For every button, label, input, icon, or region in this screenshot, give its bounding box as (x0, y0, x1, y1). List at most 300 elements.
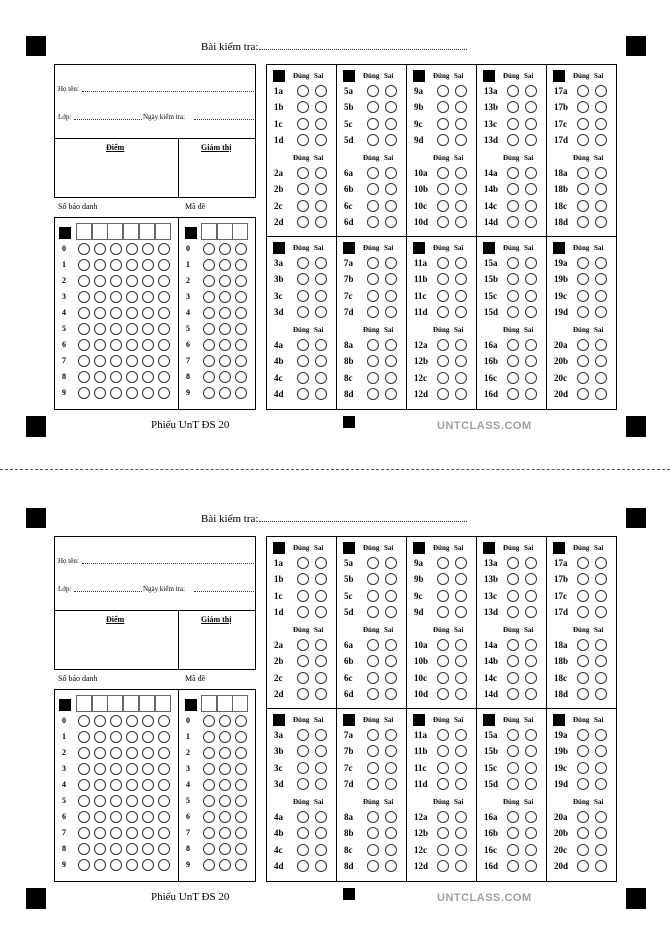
exam-code-bubble[interactable] (235, 763, 247, 775)
candidate-number-bubble[interactable] (110, 843, 122, 855)
exam-code-bubble[interactable] (235, 811, 247, 823)
false-bubble[interactable] (455, 306, 467, 318)
exam-code-bubble[interactable] (219, 715, 231, 727)
true-bubble[interactable] (577, 339, 589, 351)
false-bubble[interactable] (315, 290, 327, 302)
candidate-number-bubble[interactable] (158, 259, 170, 271)
true-bubble[interactable] (367, 167, 379, 179)
false-bubble[interactable] (595, 590, 607, 602)
true-bubble[interactable] (367, 372, 379, 384)
true-bubble[interactable] (367, 118, 379, 130)
true-bubble[interactable] (437, 844, 449, 856)
exam-code-bubble[interactable] (219, 763, 231, 775)
candidate-number-bubble[interactable] (142, 307, 154, 319)
exam-code-bubble[interactable] (219, 387, 231, 399)
true-bubble[interactable] (507, 167, 519, 179)
candidate-number-bubble[interactable] (158, 275, 170, 287)
exam-code-bubble[interactable] (235, 795, 247, 807)
false-bubble[interactable] (455, 811, 467, 823)
true-bubble[interactable] (507, 557, 519, 569)
false-bubble[interactable] (595, 639, 607, 651)
true-bubble[interactable] (437, 216, 449, 228)
candidate-number-bubble[interactable] (110, 307, 122, 319)
candidate-number-bubble[interactable] (78, 811, 90, 823)
candidate-number-bubble[interactable] (158, 843, 170, 855)
candidate-number-bubble[interactable] (94, 715, 106, 727)
true-bubble[interactable] (577, 729, 589, 741)
class-field[interactable] (74, 591, 142, 592)
false-bubble[interactable] (385, 860, 397, 872)
true-bubble[interactable] (577, 290, 589, 302)
false-bubble[interactable] (315, 557, 327, 569)
false-bubble[interactable] (315, 134, 327, 146)
candidate-number-bubble[interactable] (110, 779, 122, 791)
exam-code-bubble[interactable] (219, 811, 231, 823)
true-bubble[interactable] (577, 372, 589, 384)
exam-code-bubble[interactable] (219, 827, 231, 839)
false-bubble[interactable] (455, 688, 467, 700)
true-bubble[interactable] (367, 672, 379, 684)
true-bubble[interactable] (437, 167, 449, 179)
candidate-number-bubble[interactable] (158, 795, 170, 807)
exam-code-bubble[interactable] (203, 859, 215, 871)
false-bubble[interactable] (455, 85, 467, 97)
exam-code-bubble[interactable] (203, 387, 215, 399)
true-bubble[interactable] (577, 85, 589, 97)
false-bubble[interactable] (315, 200, 327, 212)
true-bubble[interactable] (367, 844, 379, 856)
true-bubble[interactable] (577, 606, 589, 618)
exam-code-bubble[interactable] (235, 715, 247, 727)
false-bubble[interactable] (315, 306, 327, 318)
false-bubble[interactable] (385, 118, 397, 130)
candidate-number-bubble[interactable] (78, 307, 90, 319)
date-field[interactable] (194, 591, 254, 592)
candidate-number-bubble[interactable] (78, 243, 90, 255)
exam-code-bubble[interactable] (203, 747, 215, 759)
true-bubble[interactable] (577, 672, 589, 684)
false-bubble[interactable] (525, 118, 537, 130)
candidate-number-bubble[interactable] (78, 763, 90, 775)
candidate-number-digit-box[interactable] (155, 695, 171, 712)
false-bubble[interactable] (525, 729, 537, 741)
true-bubble[interactable] (297, 844, 309, 856)
exam-code-bubble[interactable] (203, 323, 215, 335)
candidate-number-bubble[interactable] (158, 715, 170, 727)
candidate-number-bubble[interactable] (142, 323, 154, 335)
exam-code-bubble[interactable] (203, 339, 215, 351)
true-bubble[interactable] (577, 388, 589, 400)
false-bubble[interactable] (385, 811, 397, 823)
true-bubble[interactable] (297, 134, 309, 146)
candidate-number-bubble[interactable] (110, 371, 122, 383)
false-bubble[interactable] (525, 639, 537, 651)
exam-code-bubble[interactable] (219, 323, 231, 335)
candidate-number-bubble[interactable] (78, 259, 90, 271)
exam-code-bubble[interactable] (235, 307, 247, 319)
false-bubble[interactable] (455, 639, 467, 651)
false-bubble[interactable] (595, 85, 607, 97)
true-bubble[interactable] (507, 860, 519, 872)
candidate-number-bubble[interactable] (110, 763, 122, 775)
true-bubble[interactable] (437, 672, 449, 684)
candidate-number-bubble[interactable] (142, 259, 154, 271)
candidate-number-bubble[interactable] (142, 779, 154, 791)
candidate-number-bubble[interactable] (94, 291, 106, 303)
true-bubble[interactable] (297, 811, 309, 823)
true-bubble[interactable] (367, 306, 379, 318)
candidate-number-bubble[interactable] (142, 859, 154, 871)
false-bubble[interactable] (315, 811, 327, 823)
false-bubble[interactable] (595, 557, 607, 569)
false-bubble[interactable] (525, 306, 537, 318)
true-bubble[interactable] (297, 306, 309, 318)
true-bubble[interactable] (297, 257, 309, 269)
candidate-number-bubble[interactable] (158, 779, 170, 791)
candidate-number-bubble[interactable] (110, 275, 122, 287)
false-bubble[interactable] (315, 388, 327, 400)
candidate-number-bubble[interactable] (78, 275, 90, 287)
true-bubble[interactable] (437, 257, 449, 269)
candidate-number-bubble[interactable] (110, 747, 122, 759)
candidate-number-bubble[interactable] (158, 355, 170, 367)
true-bubble[interactable] (577, 639, 589, 651)
false-bubble[interactable] (595, 844, 607, 856)
candidate-number-bubble[interactable] (126, 387, 138, 399)
exam-code-bubble[interactable] (203, 843, 215, 855)
false-bubble[interactable] (595, 134, 607, 146)
false-bubble[interactable] (595, 372, 607, 384)
candidate-number-bubble[interactable] (142, 763, 154, 775)
true-bubble[interactable] (297, 339, 309, 351)
candidate-number-bubble[interactable] (158, 323, 170, 335)
candidate-number-bubble[interactable] (158, 243, 170, 255)
candidate-number-bubble[interactable] (126, 715, 138, 727)
true-bubble[interactable] (297, 729, 309, 741)
true-bubble[interactable] (577, 200, 589, 212)
true-bubble[interactable] (437, 860, 449, 872)
true-bubble[interactable] (437, 306, 449, 318)
candidate-number-bubble[interactable] (158, 387, 170, 399)
candidate-number-bubble[interactable] (94, 371, 106, 383)
true-bubble[interactable] (297, 688, 309, 700)
true-bubble[interactable] (297, 388, 309, 400)
false-bubble[interactable] (525, 257, 537, 269)
candidate-number-bubble[interactable] (94, 355, 106, 367)
false-bubble[interactable] (595, 167, 607, 179)
candidate-number-bubble[interactable] (142, 811, 154, 823)
false-bubble[interactable] (385, 762, 397, 774)
candidate-number-bubble[interactable] (126, 307, 138, 319)
false-bubble[interactable] (385, 200, 397, 212)
false-bubble[interactable] (595, 672, 607, 684)
candidate-number-bubble[interactable] (110, 859, 122, 871)
true-bubble[interactable] (507, 85, 519, 97)
true-bubble[interactable] (577, 216, 589, 228)
true-bubble[interactable] (437, 557, 449, 569)
true-bubble[interactable] (437, 606, 449, 618)
exam-code-bubble[interactable] (219, 355, 231, 367)
exam-code-bubble[interactable] (219, 747, 231, 759)
false-bubble[interactable] (525, 85, 537, 97)
candidate-number-bubble[interactable] (126, 339, 138, 351)
name-field[interactable] (82, 563, 254, 564)
candidate-number-bubble[interactable] (126, 763, 138, 775)
candidate-number-bubble[interactable] (126, 731, 138, 743)
candidate-number-bubble[interactable] (142, 243, 154, 255)
true-bubble[interactable] (297, 606, 309, 618)
false-bubble[interactable] (525, 844, 537, 856)
exam-code-bubble[interactable] (219, 859, 231, 871)
true-bubble[interactable] (297, 639, 309, 651)
candidate-number-digit-box[interactable] (76, 223, 92, 240)
false-bubble[interactable] (385, 372, 397, 384)
candidate-number-bubble[interactable] (110, 715, 122, 727)
candidate-number-digit-box[interactable] (107, 223, 123, 240)
false-bubble[interactable] (525, 290, 537, 302)
false-bubble[interactable] (315, 606, 327, 618)
true-bubble[interactable] (367, 639, 379, 651)
false-bubble[interactable] (315, 216, 327, 228)
false-bubble[interactable] (595, 257, 607, 269)
true-bubble[interactable] (507, 216, 519, 228)
candidate-number-bubble[interactable] (78, 323, 90, 335)
true-bubble[interactable] (507, 778, 519, 790)
true-bubble[interactable] (367, 85, 379, 97)
true-bubble[interactable] (297, 762, 309, 774)
candidate-number-bubble[interactable] (110, 339, 122, 351)
candidate-number-digit-box[interactable] (107, 695, 123, 712)
false-bubble[interactable] (595, 388, 607, 400)
false-bubble[interactable] (385, 639, 397, 651)
false-bubble[interactable] (315, 860, 327, 872)
true-bubble[interactable] (367, 606, 379, 618)
true-bubble[interactable] (437, 339, 449, 351)
true-bubble[interactable] (437, 778, 449, 790)
false-bubble[interactable] (525, 860, 537, 872)
candidate-number-bubble[interactable] (158, 371, 170, 383)
exam-code-bubble[interactable] (219, 795, 231, 807)
class-field[interactable] (74, 119, 142, 120)
candidate-number-bubble[interactable] (110, 827, 122, 839)
true-bubble[interactable] (437, 388, 449, 400)
exam-code-bubble[interactable] (203, 811, 215, 823)
true-bubble[interactable] (437, 729, 449, 741)
candidate-number-bubble[interactable] (94, 387, 106, 399)
false-bubble[interactable] (595, 216, 607, 228)
true-bubble[interactable] (297, 672, 309, 684)
candidate-number-bubble[interactable] (142, 387, 154, 399)
true-bubble[interactable] (507, 844, 519, 856)
candidate-number-bubble[interactable] (126, 747, 138, 759)
candidate-number-bubble[interactable] (110, 731, 122, 743)
exam-code-bubble[interactable] (219, 275, 231, 287)
candidate-number-bubble[interactable] (110, 291, 122, 303)
candidate-number-bubble[interactable] (158, 827, 170, 839)
candidate-number-bubble[interactable] (158, 339, 170, 351)
exam-code-bubble[interactable] (203, 291, 215, 303)
true-bubble[interactable] (507, 134, 519, 146)
false-bubble[interactable] (385, 557, 397, 569)
true-bubble[interactable] (577, 167, 589, 179)
true-bubble[interactable] (437, 639, 449, 651)
candidate-number-digit-box[interactable] (92, 695, 108, 712)
true-bubble[interactable] (507, 200, 519, 212)
true-bubble[interactable] (367, 290, 379, 302)
false-bubble[interactable] (385, 306, 397, 318)
exam-code-bubble[interactable] (235, 339, 247, 351)
candidate-number-bubble[interactable] (142, 843, 154, 855)
candidate-number-bubble[interactable] (78, 747, 90, 759)
candidate-number-digit-box[interactable] (123, 695, 139, 712)
true-bubble[interactable] (297, 860, 309, 872)
candidate-number-bubble[interactable] (110, 259, 122, 271)
false-bubble[interactable] (455, 778, 467, 790)
candidate-number-bubble[interactable] (142, 339, 154, 351)
true-bubble[interactable] (577, 762, 589, 774)
false-bubble[interactable] (525, 778, 537, 790)
false-bubble[interactable] (595, 860, 607, 872)
false-bubble[interactable] (455, 200, 467, 212)
true-bubble[interactable] (437, 762, 449, 774)
candidate-number-bubble[interactable] (126, 827, 138, 839)
exam-code-bubble[interactable] (203, 795, 215, 807)
false-bubble[interactable] (315, 639, 327, 651)
candidate-number-bubble[interactable] (142, 275, 154, 287)
exam-code-bubble[interactable] (235, 859, 247, 871)
exam-code-digit-box[interactable] (232, 695, 248, 712)
exam-code-bubble[interactable] (219, 371, 231, 383)
false-bubble[interactable] (455, 606, 467, 618)
exam-code-bubble[interactable] (235, 275, 247, 287)
true-bubble[interactable] (367, 388, 379, 400)
false-bubble[interactable] (595, 688, 607, 700)
false-bubble[interactable] (455, 729, 467, 741)
candidate-number-bubble[interactable] (158, 307, 170, 319)
candidate-number-bubble[interactable] (158, 731, 170, 743)
true-bubble[interactable] (297, 590, 309, 602)
candidate-number-bubble[interactable] (142, 371, 154, 383)
exam-code-digit-box[interactable] (232, 223, 248, 240)
false-bubble[interactable] (595, 606, 607, 618)
false-bubble[interactable] (385, 778, 397, 790)
true-bubble[interactable] (507, 672, 519, 684)
false-bubble[interactable] (455, 134, 467, 146)
candidate-number-bubble[interactable] (126, 795, 138, 807)
false-bubble[interactable] (385, 688, 397, 700)
exam-code-bubble[interactable] (219, 843, 231, 855)
false-bubble[interactable] (315, 590, 327, 602)
false-bubble[interactable] (525, 762, 537, 774)
true-bubble[interactable] (297, 557, 309, 569)
true-bubble[interactable] (297, 216, 309, 228)
true-bubble[interactable] (577, 778, 589, 790)
candidate-number-bubble[interactable] (110, 323, 122, 335)
true-bubble[interactable] (297, 290, 309, 302)
candidate-number-bubble[interactable] (94, 795, 106, 807)
true-bubble[interactable] (367, 134, 379, 146)
false-bubble[interactable] (315, 762, 327, 774)
candidate-number-bubble[interactable] (126, 275, 138, 287)
true-bubble[interactable] (367, 590, 379, 602)
candidate-number-bubble[interactable] (142, 291, 154, 303)
candidate-number-bubble[interactable] (110, 387, 122, 399)
false-bubble[interactable] (595, 762, 607, 774)
true-bubble[interactable] (507, 257, 519, 269)
true-bubble[interactable] (577, 306, 589, 318)
exam-code-bubble[interactable] (219, 243, 231, 255)
exam-code-bubble[interactable] (203, 275, 215, 287)
false-bubble[interactable] (385, 167, 397, 179)
candidate-number-bubble[interactable] (94, 275, 106, 287)
candidate-number-bubble[interactable] (78, 779, 90, 791)
candidate-number-bubble[interactable] (110, 355, 122, 367)
false-bubble[interactable] (455, 118, 467, 130)
candidate-number-bubble[interactable] (78, 843, 90, 855)
true-bubble[interactable] (507, 688, 519, 700)
true-bubble[interactable] (437, 688, 449, 700)
exam-code-bubble[interactable] (203, 715, 215, 727)
exam-code-bubble[interactable] (203, 827, 215, 839)
true-bubble[interactable] (297, 200, 309, 212)
candidate-number-bubble[interactable] (126, 811, 138, 823)
candidate-number-bubble[interactable] (78, 731, 90, 743)
candidate-number-bubble[interactable] (126, 371, 138, 383)
true-bubble[interactable] (437, 811, 449, 823)
candidate-number-bubble[interactable] (94, 779, 106, 791)
exam-code-bubble[interactable] (219, 259, 231, 271)
true-bubble[interactable] (367, 557, 379, 569)
false-bubble[interactable] (595, 200, 607, 212)
false-bubble[interactable] (315, 257, 327, 269)
true-bubble[interactable] (577, 860, 589, 872)
true-bubble[interactable] (577, 811, 589, 823)
false-bubble[interactable] (385, 590, 397, 602)
false-bubble[interactable] (385, 388, 397, 400)
candidate-number-bubble[interactable] (126, 355, 138, 367)
false-bubble[interactable] (455, 557, 467, 569)
false-bubble[interactable] (315, 844, 327, 856)
false-bubble[interactable] (385, 85, 397, 97)
candidate-number-bubble[interactable] (158, 859, 170, 871)
false-bubble[interactable] (385, 134, 397, 146)
true-bubble[interactable] (577, 118, 589, 130)
candidate-number-bubble[interactable] (142, 731, 154, 743)
true-bubble[interactable] (297, 118, 309, 130)
false-bubble[interactable] (525, 134, 537, 146)
true-bubble[interactable] (437, 590, 449, 602)
false-bubble[interactable] (455, 762, 467, 774)
date-field[interactable] (194, 119, 254, 120)
candidate-number-bubble[interactable] (78, 795, 90, 807)
candidate-number-digit-box[interactable] (155, 223, 171, 240)
exam-code-bubble[interactable] (203, 731, 215, 743)
false-bubble[interactable] (455, 290, 467, 302)
false-bubble[interactable] (525, 388, 537, 400)
false-bubble[interactable] (315, 729, 327, 741)
false-bubble[interactable] (455, 339, 467, 351)
candidate-number-bubble[interactable] (94, 259, 106, 271)
true-bubble[interactable] (577, 688, 589, 700)
false-bubble[interactable] (385, 216, 397, 228)
true-bubble[interactable] (367, 860, 379, 872)
false-bubble[interactable] (525, 167, 537, 179)
true-bubble[interactable] (367, 688, 379, 700)
true-bubble[interactable] (507, 811, 519, 823)
candidate-number-bubble[interactable] (126, 243, 138, 255)
false-bubble[interactable] (315, 778, 327, 790)
true-bubble[interactable] (367, 257, 379, 269)
